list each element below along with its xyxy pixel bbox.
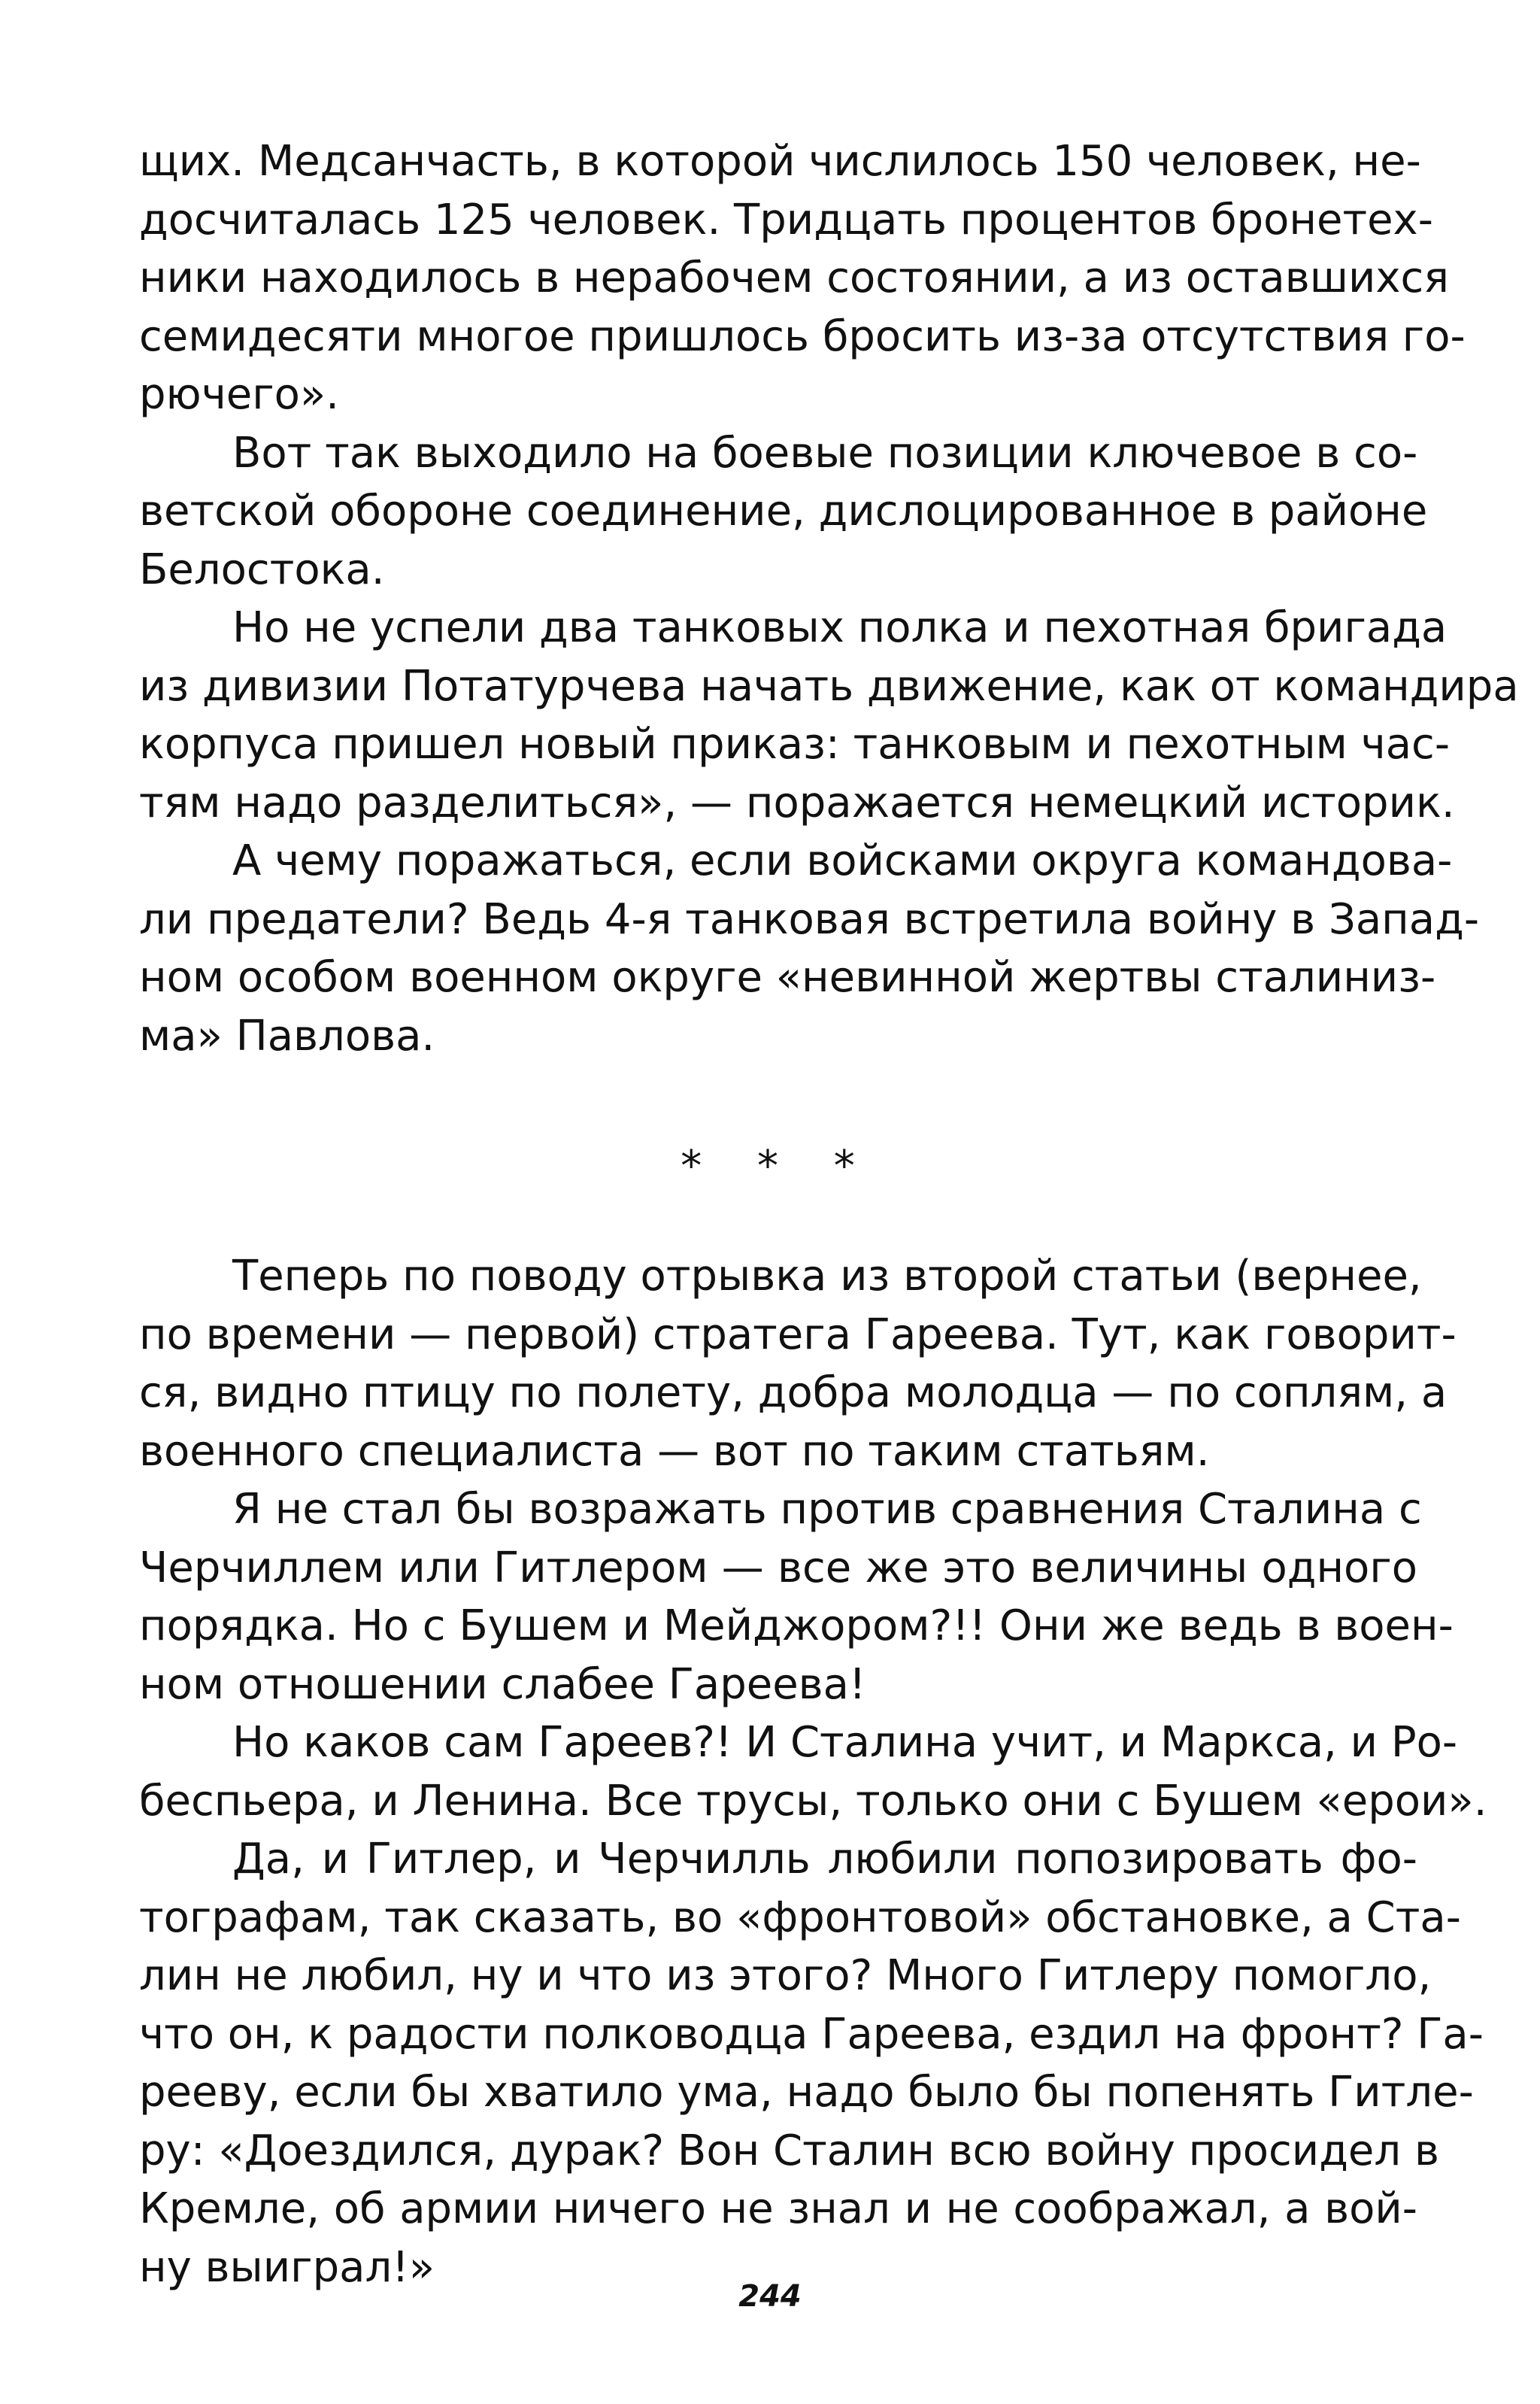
text-line: А чему поражаться, если войсками округа командова-	[232, 836, 1453, 885]
text-line: Да, и Гитлер, и Черчилль любили попозировать фо-	[232, 1835, 1417, 1883]
text-line: ру: «Доездился, дурак? Вон Сталин всю войну просидел в	[139, 2126, 1439, 2175]
text-line: из дивизии Потатурчева начать движение, как от командира	[139, 661, 1519, 711]
text-line: щих. Медсанчасть, в которой числилось 150 человек, не-	[139, 137, 1421, 186]
text-line: ну выиграл!»	[139, 2242, 435, 2292]
text-line: Кремле, об армии ничего не знал и не соображал, а вой-	[139, 2184, 1417, 2233]
section-separator: * * *	[681, 1142, 876, 1191]
text-line: семидесяти многое пришлось бросить из-за отсутствия го-	[139, 311, 1466, 361]
paragraph-continuation	[139, 132, 1466, 424]
text-line: тографам, так сказать, во «фронтовой» обстановке, а Ста-	[139, 1893, 1461, 1942]
text-line: Но не успели два танковых полка и пехотная бригада	[232, 603, 1448, 652]
text-line: рючего».	[139, 370, 339, 419]
text-line: ветской обороне соединение, дислоцированное в районе	[139, 487, 1428, 536]
text-line: лин не любил, ну и что из этого? Много Гитлеру помогло,	[139, 1951, 1432, 2000]
text-line: корпуса пришел новый приказ: танковым и пехотным час-	[139, 720, 1451, 769]
paragraph	[139, 1830, 1484, 2296]
text-line: Вот так выходило на боевые позиции ключевое в со-	[232, 428, 1418, 478]
text-line: досчиталась 125 человек. Тридцать процентов бронетех-	[139, 195, 1433, 244]
text-line: Черчиллем или Гитлером — все же это величины одного	[139, 1543, 1417, 1592]
text-line: ном особом военном округе «невинной жертвы сталиниз-	[139, 953, 1436, 1002]
paragraph	[139, 832, 1480, 1065]
section-two	[139, 1247, 1487, 2296]
text-line: тям надо разделиться», — поражается немецкий историк.	[139, 778, 1455, 827]
paragraph	[139, 1713, 1487, 1830]
text-line: беспьера, и Ленина. Все трусы, только они с Бушем «ерои».	[139, 1776, 1487, 1826]
text-line: ники находилось в нерабочем состоянии, а из оставшихся	[139, 253, 1449, 302]
text-line: ся, видно птицу по полету, добра молодца — по соплям, а	[139, 1368, 1448, 1417]
text-line: порядка. Но с Бушем и Мейджором?!! Они же ведь в воен-	[139, 1601, 1454, 1650]
text-line: Но каков сам Гареев?! И Сталина учит, и Маркса, и Ро-	[232, 1718, 1458, 1767]
text-line: ном отношении слабее Гареева!	[139, 1659, 866, 1709]
text-line: ли предатели? Ведь 4-я танковая встретила войну в Запад-	[139, 894, 1480, 944]
book-page	[139, 132, 1519, 2292]
text-line: рееву, если бы хватило ума, надо было бы попенять Гитле-	[139, 2068, 1474, 2117]
text-line: Белостока.	[139, 545, 385, 594]
text-line: военного специалиста — вот по таким статьям.	[139, 1426, 1210, 1476]
text-line: ма» Павлова.	[139, 1011, 435, 1061]
paragraph	[139, 599, 1519, 832]
text-line: Я не стал бы возражать против сравнения Сталина с	[232, 1485, 1422, 1534]
text-line: что он, к радости полководца Гареева, ездил на фронт? Га-	[139, 2009, 1484, 2059]
paragraph	[139, 1480, 1454, 1713]
paragraph	[139, 1247, 1457, 1480]
paragraph	[139, 424, 1428, 599]
text-line: Теперь по поводу отрывка из второй статьи (вернее,	[232, 1252, 1422, 1301]
text-line: по времени — первой) стратега Гареева. Тут, как говорит-	[139, 1310, 1457, 1359]
page-number: 244	[738, 2279, 802, 2314]
